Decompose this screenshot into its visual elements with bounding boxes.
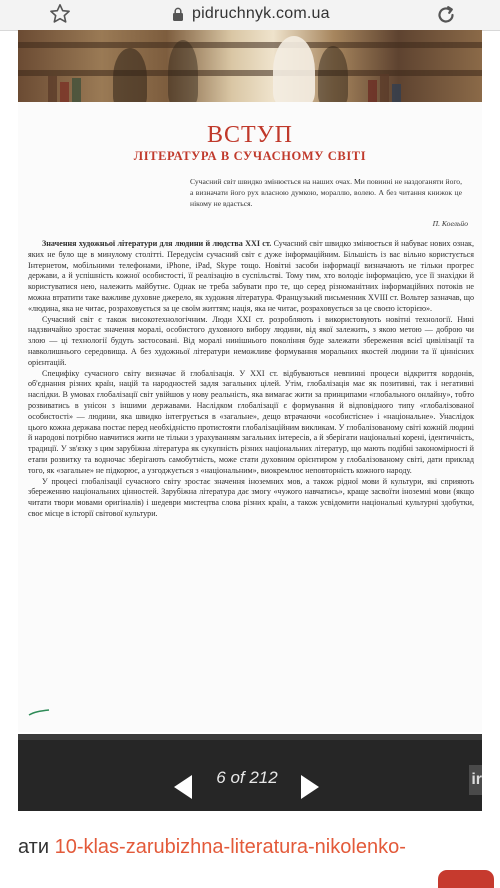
body-text [28,239,474,520]
url-text[interactable]: pidruchnyk.com.ua [192,5,330,22]
epigraph-author: П. Коельйо [432,219,468,228]
chevron-left-icon[interactable] [168,772,200,802]
caption-prefix: ати [18,836,55,858]
paragraph-text: Сучасний світ швидко змінюється й набуває нових ознак, яких не було ще в минулому столітті. Передусім сучасний світ є дуже інформаційним. Більшість із вас вільно користується Інтернетом, мобільними телефонами, iPhone, iPad, Skype тощо. Новітні засоби інформації визначають не тільки прогрес держави, а й успішність кожної особистості, її реалізацію в суспільстві. Тому тим, хто володіє інформацією, усе її знахідки й користуватися нею, належить майбутнє. Однак не треба забувати про те, що серед різноманітних інформаційних потоків не можна втратити таке важливе духовне джерело, як художня література. Французький письменник XVIII ст. Вольтер зазначав, що «людина, яка не читає, розраховується за це своїм життям; нація, яка не читає, розраховується за це своєю історією». [28,239,474,313]
paragraph-lead: Значення художньої літератури для людини й людства XXI ст. [42,239,272,248]
side-panel-tab[interactable]: ir [469,765,482,795]
paragraph: Специфіку сучасного світу визначає й глобалізація. У XXI ст. відбуваються невпинні процеси відкриття кордонів, об'єднання різних країн, націй та народностей задля загальних цілей. Утім, глобалізація має як позитивні, так і негативні наслідки. В умовах глобалізації світ увійшов у нову реальність, яка вимагає жити за принципами «глобального онлайну», тобто розвиватись в унісон з іншими державами. Наслідком глобалізації є формування й відповідного типу «глобалізованої особистості» — людини, яка швидко інтегрується в «загальне», дещо втрачаючи «особистісне» і «національне». Унаслідок цього кожна держава постає перед необхідністю протистояти глобалізаційним викликам. У глобалізованому світі кожній людині й народові потрібно навчитися жити не тільки з урахуванням загальних інтересів, а й зберігати національні корені, ідентичність, традиції. У зв'язку з цим зарубіжна література як сукупність різних національних літератур, що мають подібні закономірності й етапи розвитку та водночас зберігають самобутність, може стати духовним орієнтиром у глобалізованому світі, дати приклад того, як «загальне» не підкорює, а узгоджується з «національним», виокремлює неповторність кожного народу. [28,368,474,475]
divider [18,734,482,740]
reload-icon[interactable] [434,3,458,27]
bottom-badge [438,870,494,888]
document-link[interactable]: 10-klas-zarubizhna-literatura-nikolenko- [54,836,406,858]
paragraph: Сучасний світ є також високотехнологічним. Люди XXI ст. розробляють і використовують новітні технології. Нині надзвичайно зростає значення моралі, особистого духовного вибору людини, від якої залежить, з якою метою — доброю чи злою — ці технології будуть застосовані. Від моралі нинішнього покоління буде залежати збереження всієї цивілізації та навколишнього середовища. А без художньої літератури неможливе формування моральних якостей людини та її ціннісних орієнтацій. [28,314,474,367]
paragraph [28,239,474,315]
pen-mark [28,709,50,717]
paragraph: У процесі глобалізації сучасного світу зростає значення іноземних мов, а також рідної мови й культури, які сприяють збереженню національних цінностей. Зарубіжна література дає змогу «чужого навчатись», краще засвоїти іноземні мови (якщо читати твори мовами оригіналів) і шедеври мистецтва слова різних країн, а також усвідомити національні культурні здобутки, своє місце в історії світової культури. [28,476,474,518]
page-indicator: 6 of 212 [216,768,278,787]
lock-icon [172,7,184,21]
banner-image [18,30,482,102]
epigraph-text: Сучасний світ швидко змінюється на наших очах. Ми повинні не наздоганяти його, а визначати його рух власною думкою, мораллю, волею. А без читання книжок це нікому не вдасться. [190,177,462,209]
page-title: ВСТУП [207,122,293,148]
star-icon[interactable] [48,2,72,26]
page-subtitle: ЛІТЕРАТУРА В СУЧАСНОМУ СВІТІ [133,149,367,163]
book-page [18,102,482,732]
browser-address-bar [0,0,500,31]
chevron-right-icon[interactable] [293,772,325,802]
document-caption [18,836,406,859]
